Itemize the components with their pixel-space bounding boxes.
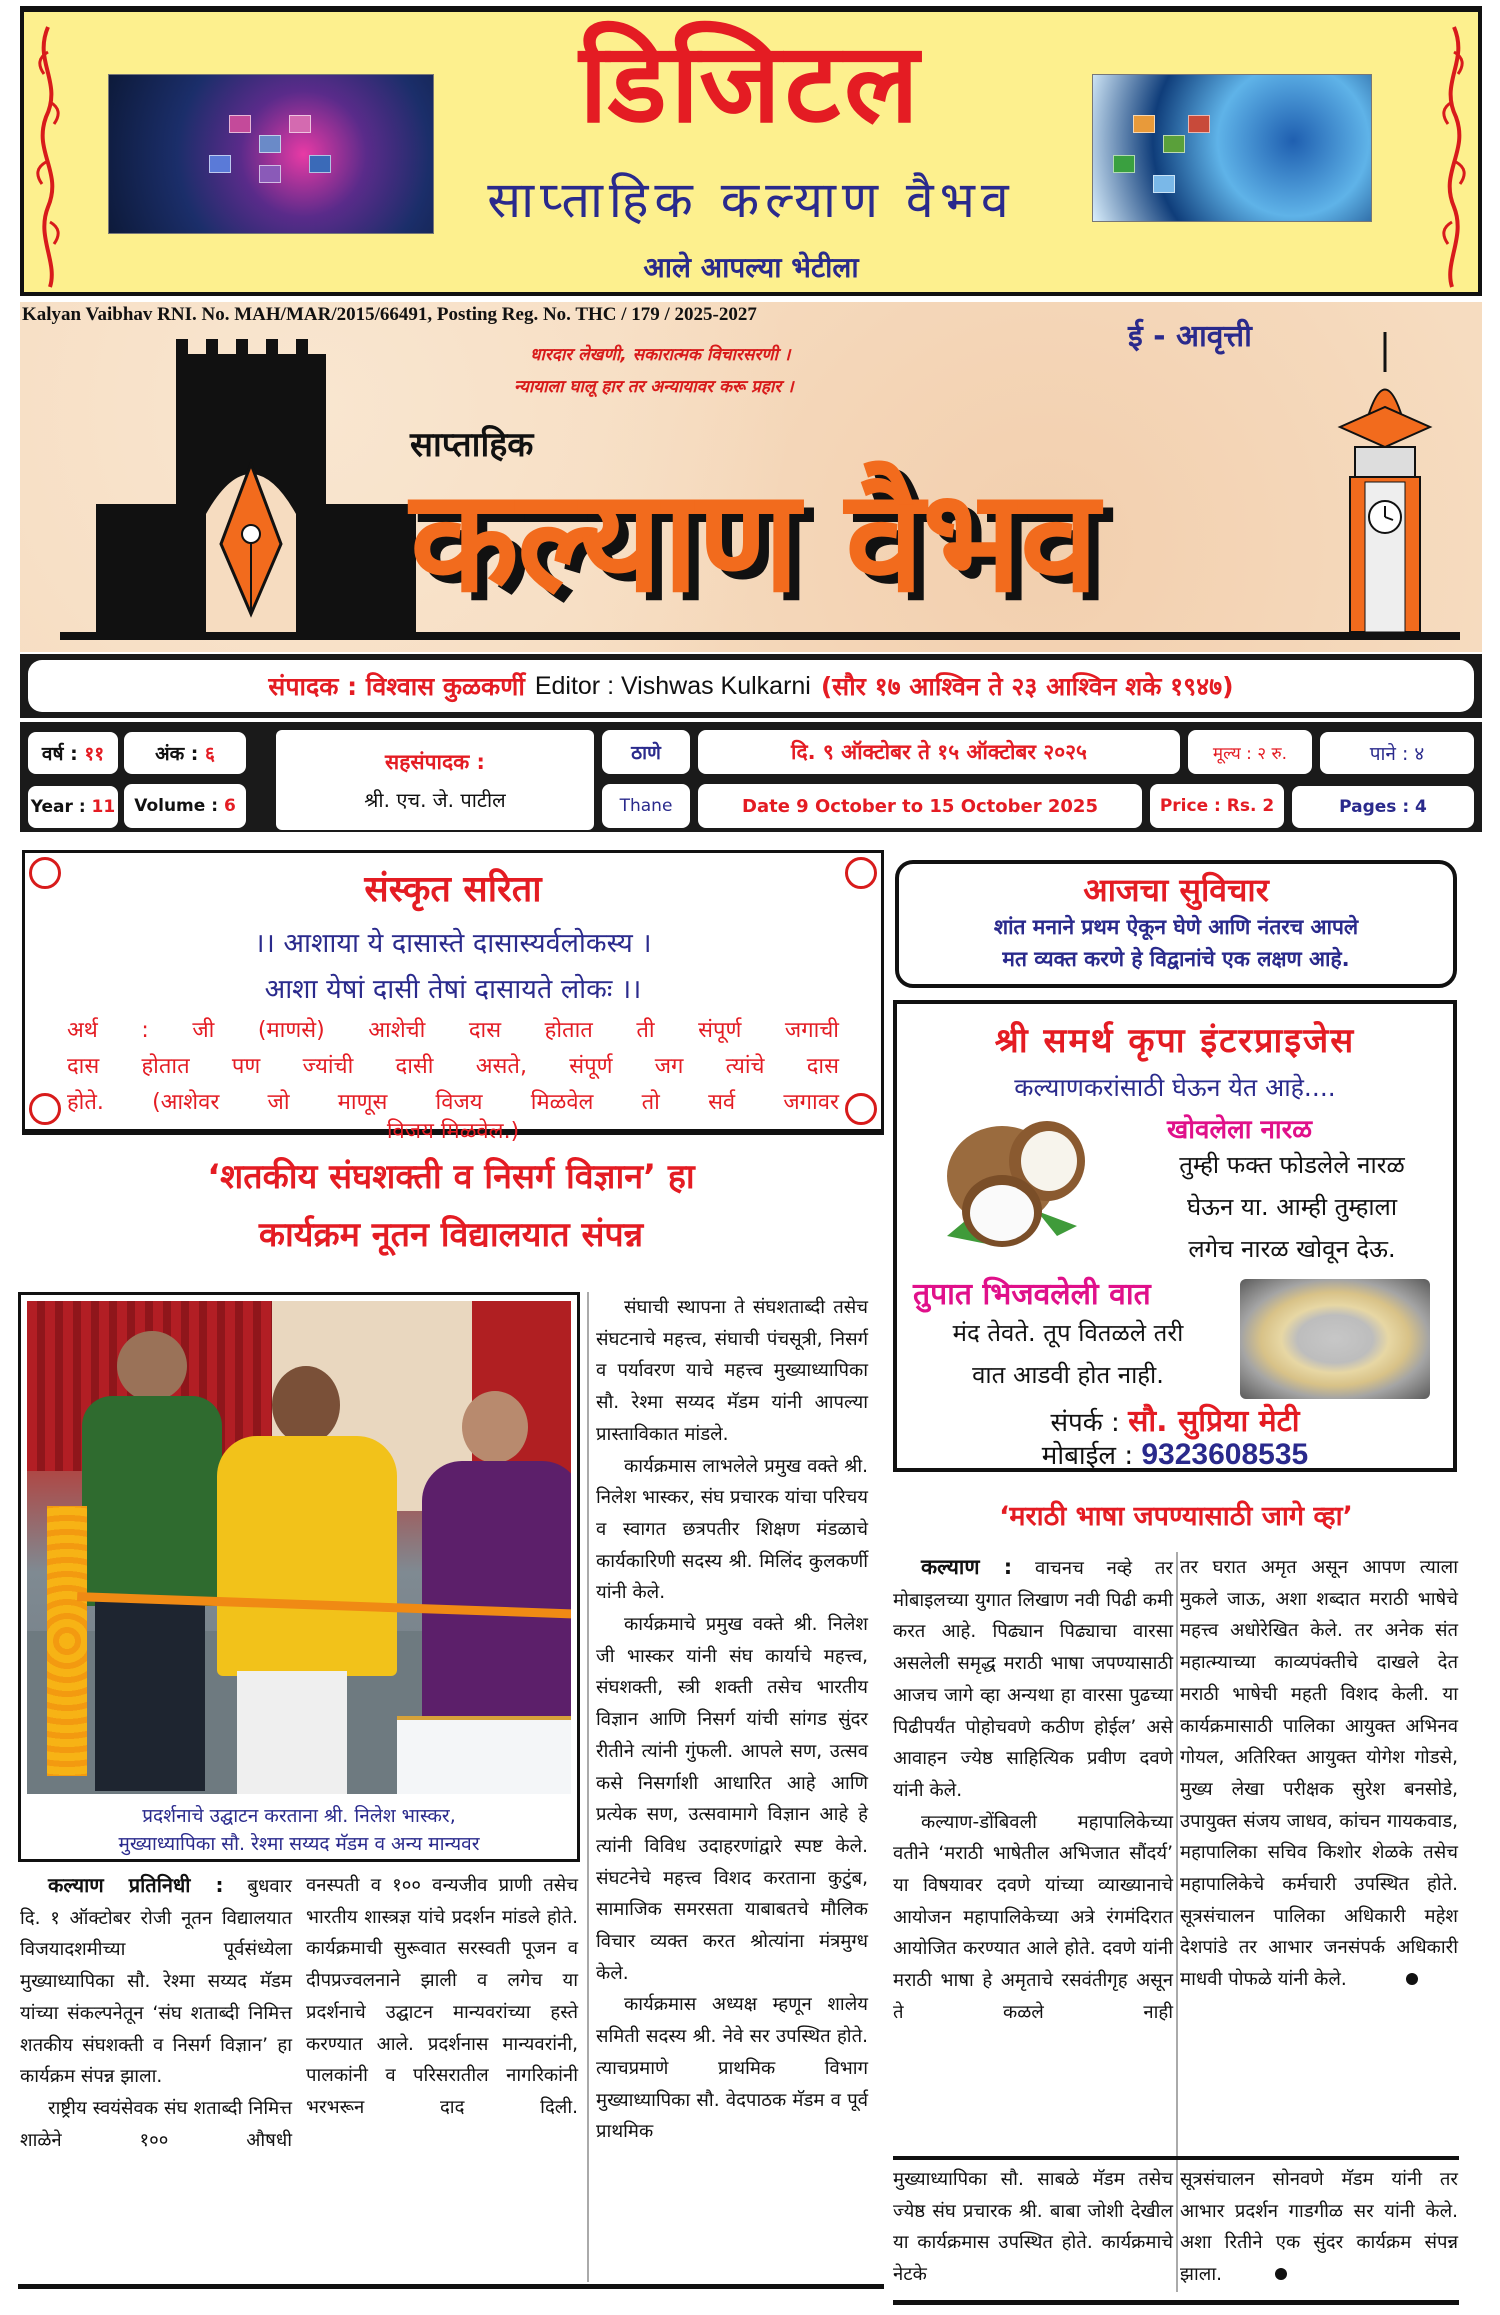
product-1-text: घेऊन या. आम्ही तुम्हाला (1186, 1193, 1398, 1221)
coconut-image (937, 1116, 1097, 1256)
year-english: Year : 11 (28, 786, 118, 828)
city-english: Thane (602, 784, 690, 828)
article-1-continuation-1: मुख्याध्यापिका सौ. साबळे मॅडम तसेच ज्येष्ठ संघ प्रचारक श्री. बाबा जोशी देखील या कार्यक्रमास उपस्थित होते. कार्यक्रमाचे नेटके (893, 2169, 1173, 2286)
thought-line-1: शांत मनाने प्रथम ऐकून घेणे आणि नंतरच आपले (993, 915, 1359, 939)
ad-contact: संपर्क : सौ. सुप्रिया मेटी (1050, 1404, 1300, 1439)
saka-date: (सौर १७ आश्विन ते २३ आश्विन शके १९४७) (820, 672, 1234, 701)
advertisement-box (893, 1000, 1457, 1472)
article-1-column-1: कल्याण प्रतिनिधी : बुधवार दि. १ ऑक्टोबर रोजी नूतन विद्यालयात विजयादशमीच्या पूर्वसंध्येला मुख्याध्यापिका सौ. रेश्मा सय्यद मॅडम यांच्या संकल्पनेतून ‘संघ शताब्दी निमित्त शतकीय संघशक्ती व निसर्ग विज्ञान’ हा कार्यक्रम संपन्न झाला. राष्ट्रीय स्वयंसेवक संघ शताब्दी निमित्त शाळेने १०० औषधी (20, 1873, 292, 2151)
article-2-dateline: कल्याण : (921, 1555, 1013, 1579)
product-2-title: तुपात भिजवलेली वात (913, 1277, 1151, 1312)
article-1-photo-frame (18, 1292, 580, 1800)
contact-name: सौ. सुप्रिया मेटी (1128, 1404, 1300, 1439)
thought-title: आजचा सुविचार (1083, 871, 1269, 909)
article-1-column-3: संघाची स्थापना ते संघशताब्दी तसेच संघटनाचे महत्त्व, संघाची पंचसूत्री, निसर्ग व पर्यावरण याचे महत्त्व मुख्याध्यापिका सौ. रेश्मा सय्यद मॅडम यांनी आपल्या प्रास्ताविकात मांडले. कार्यक्रमास लाभलेले प्रमुख वक्ते श्री. निलेश भास्कर, संघ प्रचारक यांचा परिचय व स्वागत छत्रपतीर शिक्षण मंडळाचे कार्यकारिणी सदस्य श्री. मिलिंद कुलकर्णी यांनी केले. कार्यक्रमाचे प्रमुख वक्ते श्री. निलेश जी भास्कर यांनी संघ कार्याचे महत्त्व, संघशक्ती, स्त्री शक्ती तसेच भारतीय विज्ञान आणि निसर्ग यांची सांगड सुंदर रीतीने त्यांनी गुंफली. आपले सण, उत्सव कसे निसर्गाशी आधारित आहे आणि प्रत्येक सण, उत्सवामागे विज्ञान आहे हे त्यांनी विविध उदाहरणांद्वारे स्पष्ट केले. संघटनेचे महत्त्व विशद करताना कुटुंब, सामाजिक समरसता याबाबतचे मौलिक विचार व्यक्त करत श्रोत्यांना मंत्रमुग्ध केले. कार्यक्रमास अध्यक्ष म्हणून शालेय समिती सदस्य श्री. नेवे सर उपस्थित होते. त्याचप्रमाणे प्राथमिक विभाग मुख्याध्यापिका सौ. वेदपाठक मॅडम व पूर्व प्राथमिक (596, 1297, 868, 2143)
product-2-text: मंद तेवते. तूप वितळले तरी (952, 1319, 1184, 1347)
pages-marathi: पाने : ४ (1320, 732, 1474, 774)
ribbon-cutting-photo (27, 1301, 571, 1794)
product-1-text: तुम्ही फक्त फोडलेले नारळ (1179, 1151, 1405, 1179)
editor-name-english: Editor : Vishwas Kulkarni (534, 671, 811, 700)
end-mark-icon (1406, 1973, 1418, 1985)
meaning-line: दास होतात पण ज्यांची दासी असते, संपूर्ण जग त्यांचे दास (67, 1054, 839, 1079)
article-1-continuation-2: सूत्रसंचालन सोनवणे मॅडम यांनी तर आभार प्रदर्शन गाडगीळ सर यांनी केले. अशा रितीने एक सुंदर कार्यक्रम संपन्न झाला. (1180, 2169, 1458, 2286)
price-english: Price : Rs. 2 (1150, 784, 1284, 828)
verse-line-1: ।। आशाया ये दासास्ते दासास्यर्वलोकस्य । (254, 928, 652, 959)
sanskrit-title: संस्कृत सरिता (364, 869, 542, 910)
clock-tower-icon (1330, 332, 1440, 632)
ghee-wicks-plate-image (1240, 1279, 1430, 1399)
newspaper-logo: कल्याण वैभव (410, 459, 1097, 624)
co-editor-name: श्री. एच. जे. पाटील (364, 787, 506, 812)
masthead-base-line (60, 632, 1460, 640)
product-1-text: लगेच नारळ खोवून देऊ. (1188, 1235, 1396, 1263)
co-editor-box (276, 730, 594, 830)
ad-subtitle: कल्याणकरांसाठी घेऊन येत आहे.... (1014, 1073, 1336, 1102)
masthead (20, 302, 1482, 652)
column-divider (1176, 1552, 1178, 2292)
ad-business-name: श्री समर्थ कृपा इंटरप्राइजेस (994, 1021, 1356, 1061)
weekly-label: साप्ताहिक (410, 425, 534, 465)
mobile-number[interactable]: 9323608535 (1141, 1438, 1309, 1471)
editor-strip (20, 654, 1482, 718)
article-1-headline: ‘शतकीय संघशक्ती व निसर्ग विज्ञान’ हा कार्यक्रम नूतन विद्यालयात संपन्न (207, 1157, 695, 1255)
column-divider (587, 1292, 589, 2282)
fort-gate-pen-icon (66, 324, 436, 634)
year-marathi: वर्ष : ११ (28, 732, 118, 774)
date-english: Date 9 October to 15 October 2025 (698, 784, 1142, 828)
meaning-line: अर्थ : जी (माणसे) आशेची दास होतात ती संपूर्ण जगाची (67, 1018, 839, 1043)
article-1-column-2: वनस्पती व १०० वन्यजीव प्राणी तसेच भारतीय शास्त्रज्ञ यांचे प्रदर्शन मांडले होते. कार्यक्रमाची सुरूवात सरस्वती पूजन व दीपप्रज्वलनाने झाली व लगेच या प्रदर्शनाचे उद्घाटन मान्यवरांच्या हस्ते करण्यात आले. प्रदर्शनास मान्यवरांनी, पालकांनी व परिसरातील नागरिकांनी भरभरून दाद दिली. (306, 1875, 578, 2118)
bottom-rule (893, 2300, 1459, 2305)
registration-number: Kalyan Vaibhav RNI. No. MAH/MAR/2015/66491, Posting Reg. No. THC / 179 / 2025-2027 (22, 304, 757, 325)
end-mark-icon (1275, 2268, 1287, 2280)
digital-title: डिजिटल (579, 19, 923, 147)
pages-english: Pages : 4 (1292, 786, 1474, 828)
date-marathi: दि. ९ ऑक्टोबर ते १५ ऑक्टोबर २०२५ (698, 730, 1180, 774)
thought-of-the-day-box (895, 860, 1457, 988)
motto-line-1: धारदार लेखणी, सकारात्मक विचारसरणी । (530, 345, 791, 365)
meaning-line: विजय मिळवेल.) (386, 1119, 520, 1144)
article-2-column-1: कल्याण : वाचनच नव्हे तर मोबाइलच्या युगात लिखाण नवी पिढी कमी करत आहे. पिढ्यान पिढ्याचा वारसा असलेली समृद्ध मराठी भाषा जपण्यासाठी आजच जागे व्हा अन्यथा हा वारसा पुढच्या पिढीपर्यंत पोहोचवणे कठीण होईल’ असे आवाहन ज्येष्ठ साहित्यिक प्रवीण दवणे यांनी केले. कल्याण-डोंबिवली महापालिकेच्या वतीने ‘मराठी भाषेतील अभिजात सौंदर्य’ या विषयावर दवणे यांच्या व्याख्यानाचे आयोजन महापालिकेच्या अत्रे रंगमंदिरात आयोजित करण्यात आले होते. दवणे यांनी मराठी भाषा हे अमृताचे रसवंतीगृह असून ते कळले नाही (893, 1555, 1173, 2023)
meaning-line: होते. (आशेवर जो माणूस विजय मिळवेल तो सर्व जगावर (67, 1090, 839, 1115)
issue-marathi: अंक : ६ (124, 732, 246, 774)
price-marathi: मूल्य : २ रु. (1188, 730, 1312, 774)
banner-subtitle: साप्ताहिक कल्याण वैभव (487, 171, 1015, 229)
co-editor-label: सहसंपादक : (385, 749, 485, 774)
article-2-headline: ‘मराठी भाषा जपण्यासाठी जागे व्हा’ (999, 1501, 1353, 1532)
photo-caption: प्रदर्शनाचे उद्घाटन करताना श्री. निलेश भास्कर, मुख्याध्यापिका सौ. रेश्मा सय्यद मॅडम व अन्य मान्यवर (18, 1800, 580, 1862)
product-2-text: वात आडवी होत नाही. (972, 1361, 1164, 1389)
article-2-column-2: तर घरात अमृत असून आपण त्याला मुकले जाऊ, अशा शब्दात मराठी भाषेचे महत्त्व अधोरेखित केले. तर अनेक संत महात्म्याच्या काव्यपंक्तीचे दाखले देत मराठी भाषेची महती विशद केली. या कार्यक्रमासाठी पालिका आयुक्त अभिनव गोयल, अतिरिक्त आयुक्त योगेश गोडसे, मुख्य लेखा परीक्षक सुरेश बनसोडे, उपायुक्त संजय जाधव, कांचन गायकवाड, महापालिका सचिव किशोर शेळके तसेच महापालिकेचे कर्मचारी उपस्थित होते. सूत्रसंचालन पालिका अधिकारी महेश देशपांडे तर आभार जनसंपर्क अधिकारी माधवी पोफळे यांनी केले. (1180, 1557, 1458, 1991)
issue-info-grid (20, 722, 1482, 832)
verse-line-2: आशा येषां दासी तेषां दासायते लोकः ।। (264, 974, 642, 1005)
thought-line-2: मत व्यक्त करणे हे विद्वानांचे एक लक्षण आहे. (1002, 947, 1350, 971)
digital-banner (20, 6, 1482, 296)
city-marathi: ठाणे (602, 730, 690, 774)
sanskrit-sarita-box (22, 850, 884, 1144)
banner-tagline: आले आपल्या भेटीला (643, 251, 859, 284)
product-1-title: खोवलेला नारळ (1167, 1115, 1313, 1145)
ad-mobile: मोबाईल : 9323608535 (1041, 1438, 1309, 1471)
article-1-dateline: कल्याण प्रतिनिधी : (48, 1873, 224, 1897)
edition-label: ई - आवृत्ती (1128, 319, 1252, 354)
editor-name-marathi: संपादक : विश्वास कुळकर्णी (268, 672, 525, 701)
article-1-bottom-rule (18, 2284, 884, 2289)
motto-line-2: न्यायाला घालू हार तर अन्यायावर करू प्रहार । (514, 377, 794, 397)
volume-english: Volume : 6 (124, 784, 246, 828)
article-2-bottom-rule (893, 2156, 1459, 2160)
